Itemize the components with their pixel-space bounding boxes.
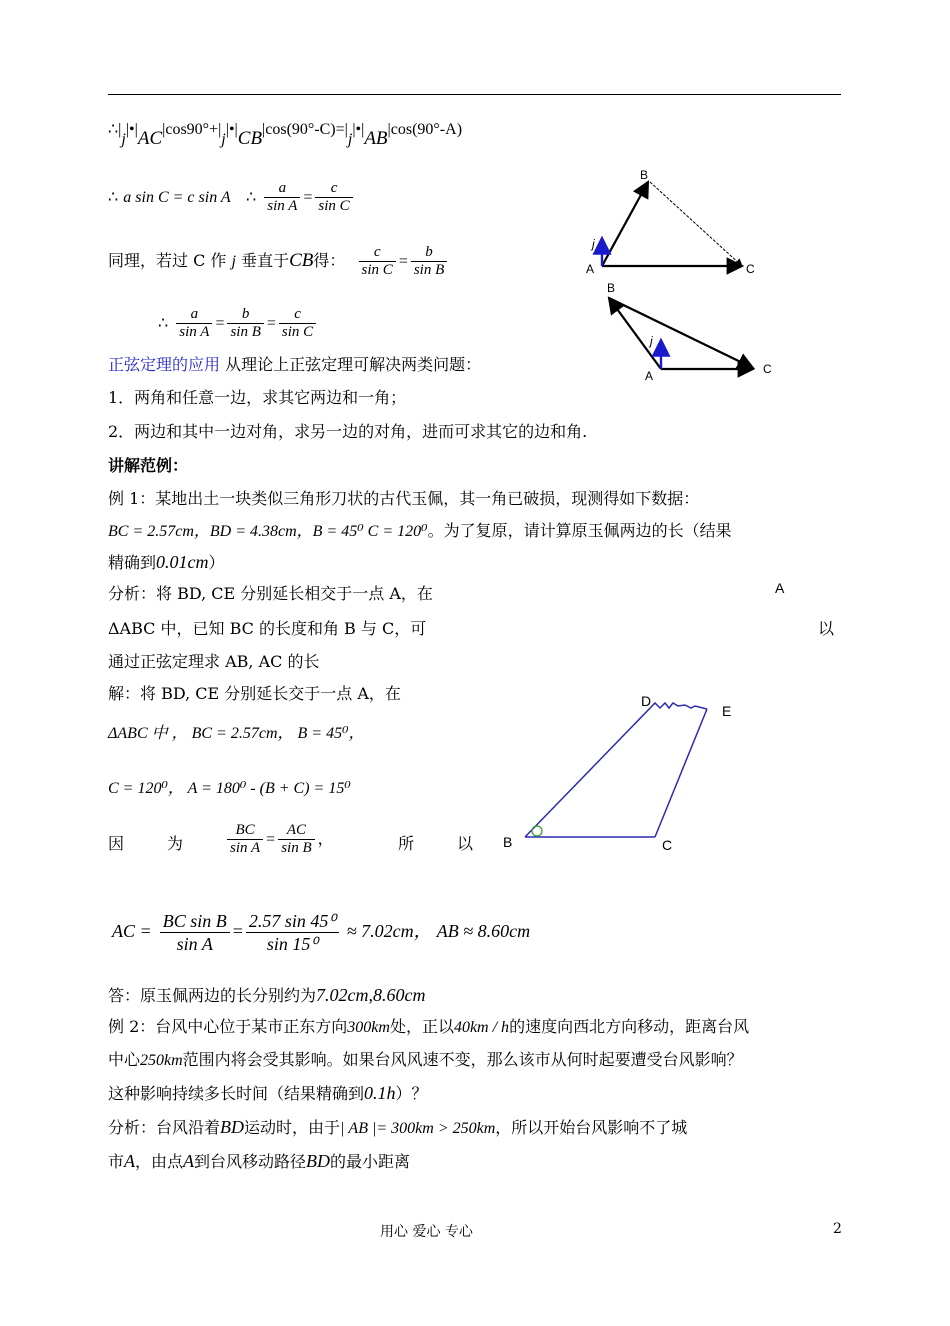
example-1-analysis-3: 通过正弦定理求 AB, AC 的长	[108, 652, 320, 671]
label-a: A	[586, 262, 595, 276]
vector-ab	[602, 182, 648, 266]
fraction: $\frac{\text{BC sin B}}{\text{sin A}}$	[160, 910, 230, 955]
example-1-answer: 答：原玉佩两边的长分别约为7.02cm,8.60cm	[108, 985, 426, 1005]
law-of-sines-result: ∴ $\frac{a}{\text{sin A}}$ = $\frac{b}{\text{sin B}}$ = $\frac{c}{\text{sin C}}$	[158, 306, 319, 341]
example-2-line-1: 例 2：台风中心位于某市正东方向300km处，正以40km / h的速度向西北方向移动，距离台风	[108, 1017, 750, 1036]
example-1-data: BC = 2.57cm，BD = 4.38cm，B = 45⁰ C = 120⁰。为了复原，请计算原玉佩两边的长（结果	[108, 521, 732, 540]
because-label: 因	[108, 834, 125, 853]
vector-bc	[650, 182, 742, 266]
label-c: C	[662, 837, 673, 853]
application-title-link[interactable]: 正弦定理的应用	[108, 355, 221, 374]
fraction: $\frac{BC}{\text{sin A}}$	[227, 822, 263, 857]
footer-text: 用心 爱心 专心	[380, 1224, 473, 1240]
application-item-1: 1．两角和任意一边，求其它两边和一角；	[108, 388, 407, 407]
label-e: E	[722, 703, 732, 719]
fraction: $\frac{b}{\text{sin B}}$	[411, 244, 447, 279]
because-label-2: 为	[167, 834, 184, 853]
similarly-line: 同理，若过 C 作 j 垂直于CB得： $\frac{c}{\text{sin C}}$ = $\frac{b}{\text{sin B}}$	[108, 244, 450, 279]
label-c: C	[746, 262, 755, 276]
vector-ab	[609, 298, 661, 369]
label-d: D	[641, 693, 652, 709]
label-a: A	[645, 369, 654, 383]
example-2-analysis-1: 分析：台风沿着BD运动时，由于| AB |= 300km > 250km，所以开始台风影响不了城	[108, 1117, 688, 1137]
fraction: $\frac{\text{2.57 sin 45⁰}}{\text{sin 15⁰}}$	[246, 910, 339, 955]
fraction: $\frac{a}{\text{sin A}}$	[176, 306, 212, 341]
example-2-analysis-2: 市A，由点A到台风移动路径BD的最小距离	[108, 1151, 411, 1171]
vector-triangle-figure-bottom	[595, 280, 785, 385]
jade-outline-top	[525, 703, 707, 837]
therefore-label-2: 以	[457, 834, 474, 853]
example-1-intro: 例 1：某地出土一块类似三角形刀状的古代玉佩，其一角已破损，现测得如下数据：	[108, 489, 700, 508]
label-b: B	[503, 834, 513, 850]
law-of-sines-derivation: ∴ a sin C = c sin A ∴ $\frac{a}{\text{sin A}}$ = $\frac{c}{\text{sin C}}$	[108, 180, 356, 215]
label-j: j	[650, 334, 653, 348]
application-intro: 正弦定理的应用 从理论上正弦定理可解决两类问题：	[108, 355, 482, 374]
example-1-analysis-2: ΔABC 中，已知 BC 的长度和角 B 与 C，可	[108, 619, 427, 638]
vector-bc	[609, 298, 753, 368]
example-1-analysis-2-tail: 以	[818, 619, 835, 638]
jade-pendant-figure	[495, 575, 795, 860]
example-1-precision: 精确到0.01cm）	[108, 552, 225, 572]
example-2-line-2: 中心250km范围内将会受其影响。如果台风风速不变，那么该市从何时起要遭受台风影响？	[108, 1050, 743, 1069]
therefore-label-1: 所	[398, 834, 415, 853]
fraction: $\frac{a}{\text{sin A}}$	[264, 180, 300, 215]
fraction: $\frac{c}{\text{sin C}}$	[359, 244, 396, 279]
angle-b-marker	[532, 826, 542, 836]
fraction: $\frac{c}{\text{sin C}}$	[279, 306, 316, 341]
examples-heading: 讲解范例：	[108, 456, 189, 475]
example-1-solution-2: ΔABC 中 ， BC = 2.57cm， B = 45⁰，	[108, 725, 365, 742]
label-c: C	[763, 362, 772, 376]
label-b: B	[640, 168, 649, 182]
label-b: B	[607, 281, 616, 295]
fraction: $\frac{AC}{\text{sin B}}$	[278, 822, 314, 857]
example-2-line-3: 这种影响持续多长时间（结果精确到0.1h）？	[108, 1083, 428, 1103]
fraction: $\frac{c}{\text{sin C}}$	[315, 180, 352, 215]
example-1-analysis-1: 分析：将 BD, CE 分别延长相交于一点 A，在	[108, 584, 433, 603]
ac-computation: AC = $\frac{\text{BC sin B}}{\text{sin A}}$ = $\frac{\text{2.57 sin 45⁰}}{\text{sin 15⁰}}$ ≈ 7.02cm， AB ≈ 8.60cm	[112, 911, 531, 954]
application-item-2: 2．两边和其中一边对角，求另一边的对角，进而可求其它的边和角.	[108, 422, 588, 441]
vector-triangle-figure-top	[580, 162, 770, 287]
ratio-equation: $\frac{BC}{\text{sin A}}$ = $\frac{AC}{\text{sin B}}$ ，	[224, 822, 334, 857]
page-number: 2	[833, 1221, 842, 1237]
edge-ce	[655, 709, 707, 837]
example-1-solution-3: C = 120⁰， A = 180⁰ - (B + C) = 15⁰	[108, 780, 351, 797]
fraction: $\frac{b}{\text{sin B}}$	[227, 306, 263, 341]
label-j: j	[592, 237, 595, 251]
header-rule	[108, 94, 841, 95]
vector-dot-equation: ∴|j|•|AC|cos90°+|j|•|CB|cos(90°-C)=|j|•|AB|cos(90°-A)	[108, 121, 463, 149]
label-a: A	[775, 580, 785, 596]
example-1-solution-1: 解：将 BD, CE 分别延长交于一点 A，在	[108, 684, 401, 703]
